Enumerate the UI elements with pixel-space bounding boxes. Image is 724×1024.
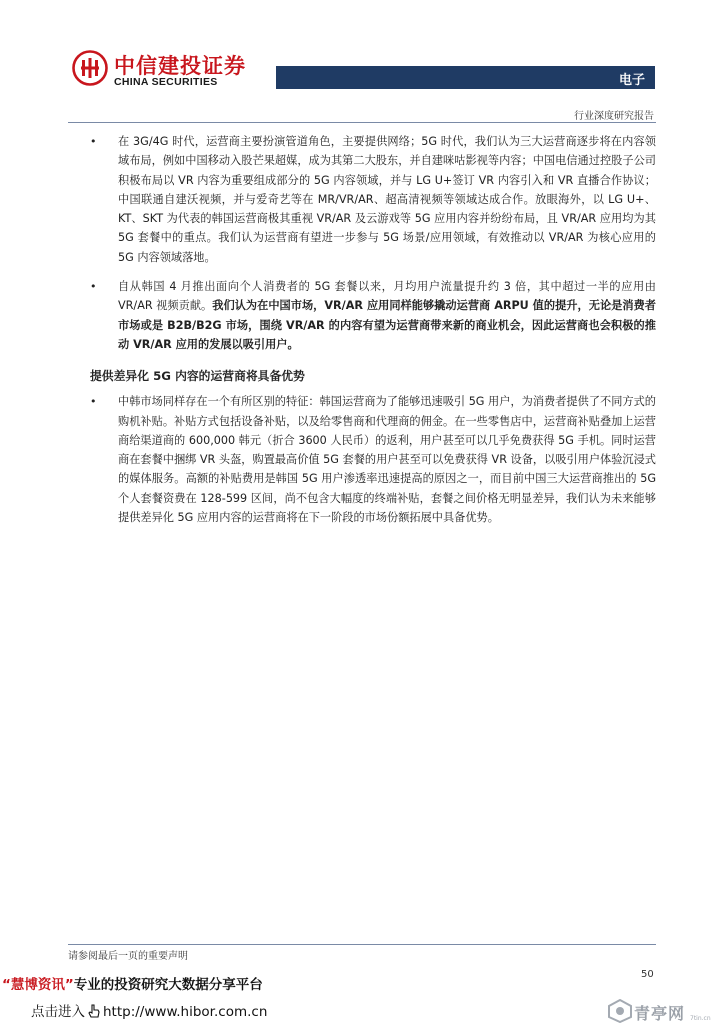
sector-tag: 电子 xyxy=(618,73,645,88)
china-securities-logo-icon xyxy=(72,50,108,86)
company-name-cn: 中信建投证券 xyxy=(114,54,246,78)
bullet-paragraph xyxy=(68,392,656,527)
bullet-icon: • xyxy=(90,280,97,294)
paragraph-text: 中韩市场同样存在一个有所区别的特征：韩国运营商为了能够迅速吸引 5G 用户，为消费者提供了不同方式的购机补贴。补贴方式包括设备补贴，以及给零售商和代理商的佣金。在一些零售店中，运营商补贴叠加上运营商给渠道商的 600,000 韩元（折合 3600 人民币）的返利，用户甚至可以几乎免费获得 5G 手机。同时运营商在套餐中捆绑 VR 头盔，购置最高价值 5G 套餐的用户甚至可以免费获得 VR 设备，以吸引用户体验沉浸式的媒体服务。高额的补贴费用是韩国 5G 用户渗透率迅速提高的原因之一，而目前中国三大运营商推出的 5G 个人套餐资费在 128-599 区间，尚不包含大幅度的终端补贴，套餐之间价格无明显差异，我们认为未来能够提供差异化 5G 应用内容的运营商将在下一阶段的市场份额拓展中具备优势。 xyxy=(118,395,656,525)
watermark-text: 青亭网 xyxy=(634,1004,686,1023)
page-number: 50 xyxy=(641,969,654,980)
bullet-icon: • xyxy=(90,135,97,148)
promo-quote-close: ” xyxy=(64,977,74,993)
bullet-icon: • xyxy=(90,395,97,409)
footer-divider xyxy=(68,944,656,945)
bullet-paragraph xyxy=(68,277,656,354)
header-bar xyxy=(276,66,655,89)
company-name-en: CHINA SECURITIES xyxy=(114,76,218,88)
section-heading: 提供差异化 5G 内容的运营商将具备优势 xyxy=(90,369,305,384)
promo-enter-label: 点击进入 xyxy=(31,1004,85,1020)
report-type: 行业深度研究报告 xyxy=(574,111,654,122)
promo-quote-open: “ xyxy=(2,977,11,993)
promo-url-link[interactable]: http://www.hibor.com.cn xyxy=(103,1004,268,1020)
promo-brand: 慧博资讯 xyxy=(10,977,65,993)
paragraph-text xyxy=(118,277,656,354)
watermark-domain: 7tin.cn xyxy=(690,1015,711,1022)
promo-link-line[interactable] xyxy=(31,1000,267,1020)
paragraph-plain-text: 自从韩国 4 月推出面向个人消费者的 5G 套餐以来，月均用户流量提升约 3 倍，其中超过一半的应用由 VR/AR 视频贡献。 xyxy=(118,280,656,313)
disclaimer-note: 请参阅最后一页的重要声明 xyxy=(68,951,188,962)
pointing-hand-icon xyxy=(87,1004,101,1018)
paragraph-text: 在 3G/4G 时代，运营商主要扮演管道角色，主要提供网络；5G 时代，我们认为三大运营商逐步将在内容领域布局，例如中国移动入股芒果超媒，成为其第二大股东，并自建咪咕影视等内容；中国电信通过控股子公司积极布局以 VR 内容为重要组成部分的 5G 内容领域，并与 LG U+签订 VR 内容引入和 VR 直播合作协议；中国联通自建沃视频，并与爱奇艺等在 MR/VR/AR、超高清视频等领域达成合作。放眼海外，以 LG U+、KT、SKT 为代表的韩国运营商极其重视 VR/AR 及云游戏等 5G 应用内容并纷纷布局，且 VR/AR 应用均为其 5G 套餐中的重点。我们认为运营商有望进一步参与 5G 场景/应用领域，有效推动以 VR/AR 为核心应用的 5G 内容领域落地。 xyxy=(118,135,656,264)
promo-slogan xyxy=(2,973,263,993)
paragraph-bold-text: 我们认为在中国市场，VR/AR 应用同样能够撬动运营商 ARPU 值的提升，无论是消费者市场或是 B2B/B2G 市场，围绕 VR/AR 的内容有望为运营商带来新的商业机会，因此运营商也会积极的推动 VR/AR 应用的发展以吸引用户。 xyxy=(118,299,656,351)
promo-slogan-text: 专业的投资研究大数据分享平台 xyxy=(73,977,263,993)
bullet-paragraph xyxy=(68,132,656,267)
report-body xyxy=(68,130,656,527)
header-divider xyxy=(68,122,656,123)
